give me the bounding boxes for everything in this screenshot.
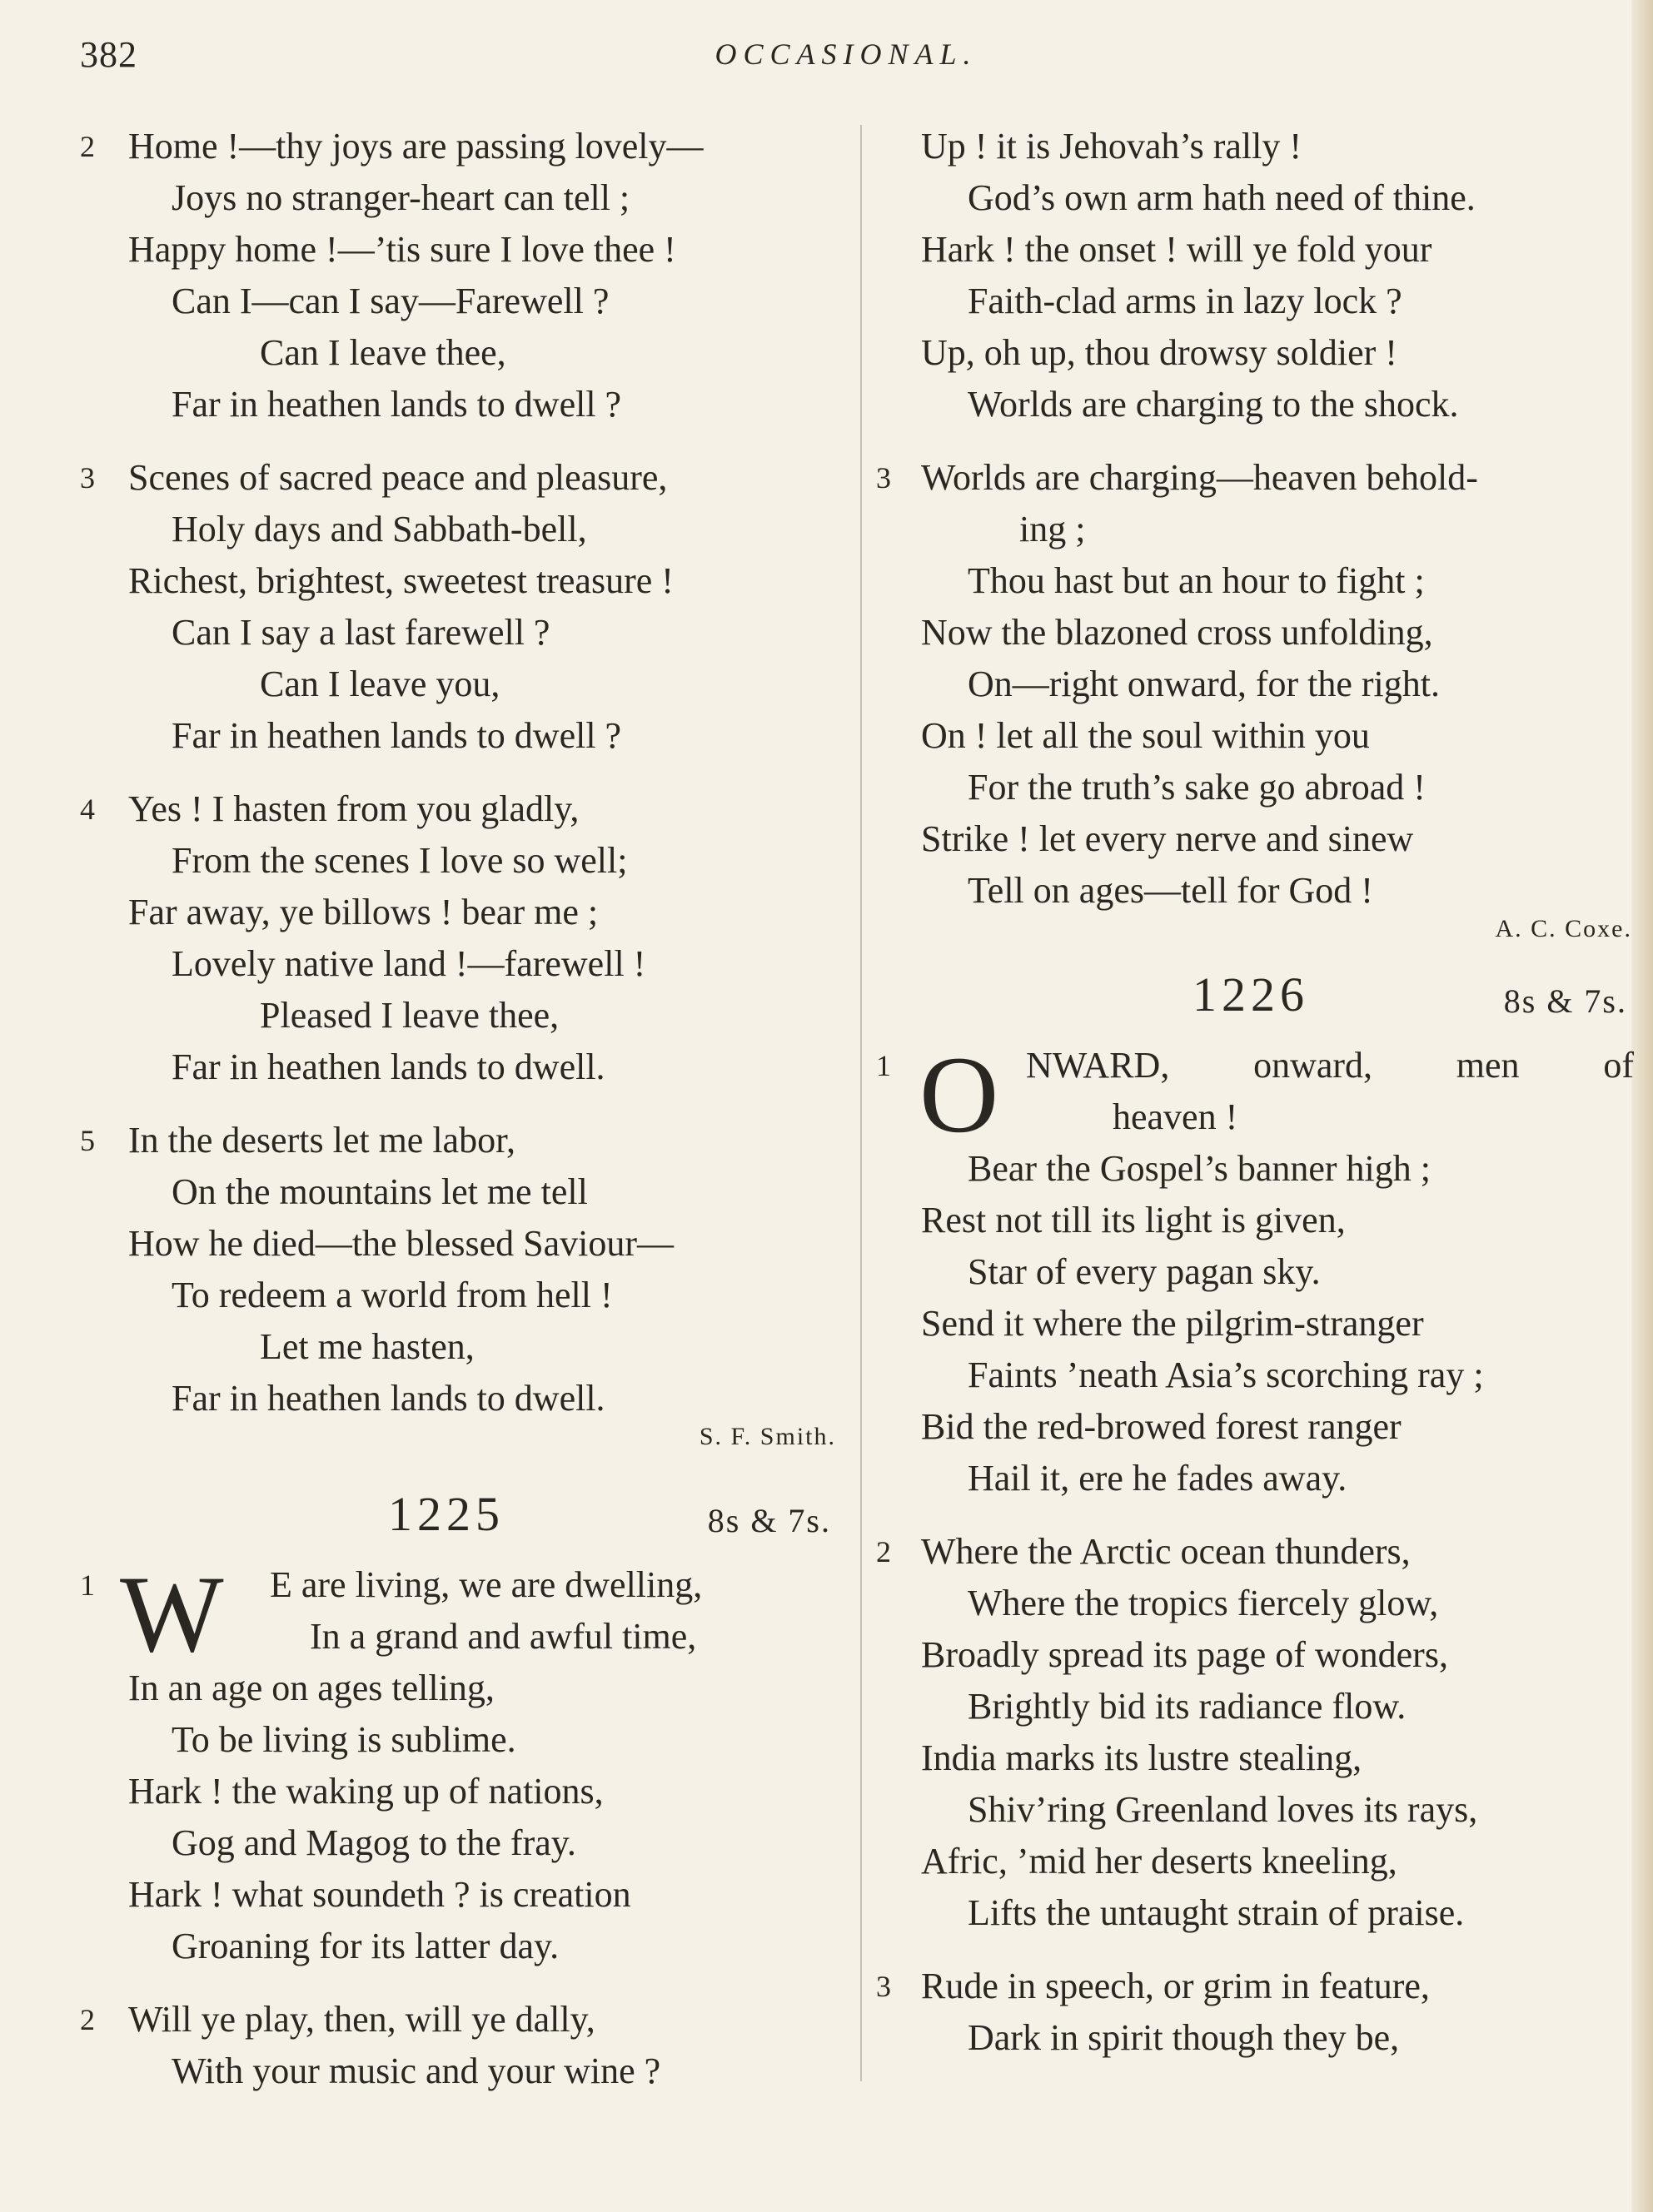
verse-line: Dark in spirit though they be,	[968, 2017, 1400, 2058]
verse-line: Can I say a last farewell ?	[172, 612, 550, 653]
verse-line: God’s own arm hath need of thine.	[968, 177, 1476, 218]
verse-line: On—right onward, for the right.	[968, 664, 1440, 704]
right-column	[876, 121, 1642, 2085]
hymn-heading	[80, 1483, 846, 1559]
drop-cap: W	[120, 1553, 224, 1675]
verse-word: of	[1603, 1045, 1634, 1086]
verse-line: Far in heathen lands to dwell.	[172, 1378, 605, 1419]
verse-line: Bear the Gospel’s banner high ;	[968, 1148, 1431, 1189]
verse-line: Star of every pagan sky.	[968, 1251, 1321, 1292]
verse-line: Pleased I leave thee,	[260, 995, 560, 1036]
verse-line: How he died—the blessed Saviour—	[128, 1223, 674, 1264]
verse-line: Rest not till its light is given,	[921, 1200, 1346, 1240]
verse-line: Shiv’ring Greenland loves its rays,	[968, 1789, 1478, 1830]
stanza	[80, 783, 846, 1093]
verse-line: Hark ! the waking up of nations,	[128, 1771, 604, 1812]
verse-line: Joys no stranger-heart can tell ;	[172, 177, 630, 218]
verse-line: Hark ! the onset ! will ye fold your	[921, 229, 1432, 270]
verse-line: In a grand and awful time,	[310, 1616, 697, 1657]
stanza	[80, 121, 846, 430]
verse-line: To redeem a world from hell !	[172, 1275, 613, 1315]
verse-line: Afric, ’mid her deserts kneeling,	[921, 1841, 1397, 1881]
verse-line: Where the Arctic ocean thunders,	[921, 1531, 1411, 1572]
verse-line: Up, oh up, thou drowsy soldier !	[921, 332, 1397, 373]
verse-line: Bid the red-browed forest ranger	[921, 1406, 1402, 1447]
verse-line: Can I leave you,	[260, 664, 500, 704]
verse-line: Far in heathen lands to dwell.	[172, 1046, 605, 1087]
verse-line: ing ;	[1019, 509, 1086, 549]
author-attribution: A. C. Coxe.	[1495, 915, 1632, 942]
running-head: OCCASIONAL.	[714, 37, 978, 71]
hymn-number: 1225	[388, 1487, 505, 1541]
stanza-number: 1	[80, 1568, 95, 1602]
verse-line: Gog and Magog to the fray.	[172, 1822, 576, 1863]
verse-line: Worlds are charging to the shock.	[968, 384, 1459, 425]
verse-line: From the scenes I love so well;	[172, 840, 628, 881]
author-attribution: S. F. Smith.	[699, 1423, 836, 1450]
verse-line: Will ye play, then, will ye dally,	[128, 1999, 595, 2040]
verse-line: E are living, we are dwelling,	[270, 1564, 703, 1605]
verse-line: Lifts the untaught strain of praise.	[968, 1892, 1465, 1933]
stanza-number: 3	[876, 461, 891, 495]
verse-word: men	[1456, 1045, 1520, 1086]
verse-line: Now the blazoned cross unfolding,	[921, 612, 1433, 653]
verse-line: Lovely native land !—farewell !	[172, 943, 646, 984]
hymn-meter: 8s & 7s.	[707, 1502, 831, 1539]
stanza	[876, 452, 1642, 917]
verse-line: Yes ! I hasten from you gladly,	[128, 788, 580, 829]
stanza	[80, 1553, 846, 1972]
stanza-number: 3	[876, 1970, 891, 2003]
verse-line: Broadly spread its page of wonders,	[921, 1634, 1448, 1675]
page-number: 382	[80, 34, 137, 75]
verse-line: Faints ’neath Asia’s scorching ray ;	[968, 1355, 1484, 1395]
column-divider	[860, 125, 862, 2081]
verse-line: Can I leave thee,	[260, 332, 506, 373]
verse-line: Strike ! let every nerve and sinew	[921, 818, 1414, 859]
hymn-meter: 8s & 7s.	[1503, 982, 1627, 1020]
stanza	[80, 452, 846, 762]
verse-line: Where the tropics fiercely glow,	[968, 1583, 1439, 1623]
verse-line: In the deserts let me labor,	[128, 1120, 515, 1161]
verse-line: Scenes of sacred peace and pleasure,	[128, 457, 668, 498]
verse-line: Happy home !—’tis sure I love thee !	[128, 229, 676, 270]
verse-word: NWARD,	[1026, 1045, 1170, 1086]
stanza	[876, 1961, 1642, 2064]
stanza	[80, 1994, 846, 2097]
hymn-number: 1226	[1192, 967, 1309, 1021]
verse-line: Thou hast but an hour to fight ;	[968, 560, 1425, 601]
verse-line: Hark ! what soundeth ? is creation	[128, 1874, 631, 1915]
verse-line: With your music and your wine ?	[172, 2050, 661, 2091]
verse-line: Can I—can I say—Farewell ?	[172, 281, 610, 321]
verse-line: Far in heathen lands to dwell ?	[172, 384, 622, 425]
stanza	[876, 121, 1642, 430]
verse-line: Hail it, ere he fades away.	[968, 1458, 1347, 1499]
verse-line: Send it where the pilgrim-stranger	[921, 1303, 1424, 1344]
stanza-number: 5	[80, 1124, 95, 1157]
stanza-number: 4	[80, 793, 95, 826]
stanza-number: 2	[80, 130, 95, 163]
hymn-heading	[876, 963, 1642, 1040]
verse-line: Far in heathen lands to dwell ?	[172, 715, 622, 756]
verse-line: Holy days and Sabbath-bell,	[172, 509, 587, 549]
verse-line: For the truth’s sake go abroad !	[968, 767, 1426, 808]
verse-line: Let me hasten,	[260, 1326, 475, 1367]
verse-line: In an age on ages telling,	[128, 1668, 495, 1708]
verse-line: Worlds are charging—heaven behold-	[921, 457, 1478, 498]
stanza-number: 3	[80, 461, 95, 495]
drop-cap: O	[919, 1033, 999, 1156]
verse-line: On the mountains let me tell	[172, 1171, 588, 1212]
verse-line: India marks its lustre stealing,	[921, 1737, 1362, 1778]
verse-line: Up ! it is Jehovah’s rally !	[921, 126, 1302, 167]
verse-line: Brightly bid its radiance flow.	[968, 1686, 1407, 1727]
stanza-number: 1	[876, 1049, 891, 1082]
verse-line: Faith-clad arms in lazy lock ?	[968, 281, 1402, 321]
stanza	[876, 1526, 1642, 1939]
verse-line: Tell on ages—tell for God !	[968, 870, 1373, 911]
stanza	[876, 1033, 1642, 1504]
verse-word: onward,	[1253, 1045, 1373, 1086]
verse-line: Far away, ye billows ! bear me ;	[128, 892, 599, 932]
verse-line: Groaning for its latter day.	[172, 1926, 560, 1966]
verse-line: To be living is sublime.	[172, 1719, 516, 1760]
stanza-number: 2	[80, 2003, 95, 2036]
verse-line: Rude in speech, or grim in feature,	[921, 1966, 1430, 2006]
verse-line: Richest, brightest, sweetest treasure !	[128, 560, 674, 601]
stanza-number: 2	[876, 1535, 891, 1568]
verse-line: heaven !	[1113, 1096, 1238, 1137]
stanza	[80, 1115, 846, 1424]
left-column	[80, 121, 846, 2119]
page-header	[80, 33, 1612, 83]
verse-line: On ! let all the soul within you	[921, 715, 1370, 756]
verse-line: Home !—thy joys are passing lovely—	[128, 126, 704, 167]
